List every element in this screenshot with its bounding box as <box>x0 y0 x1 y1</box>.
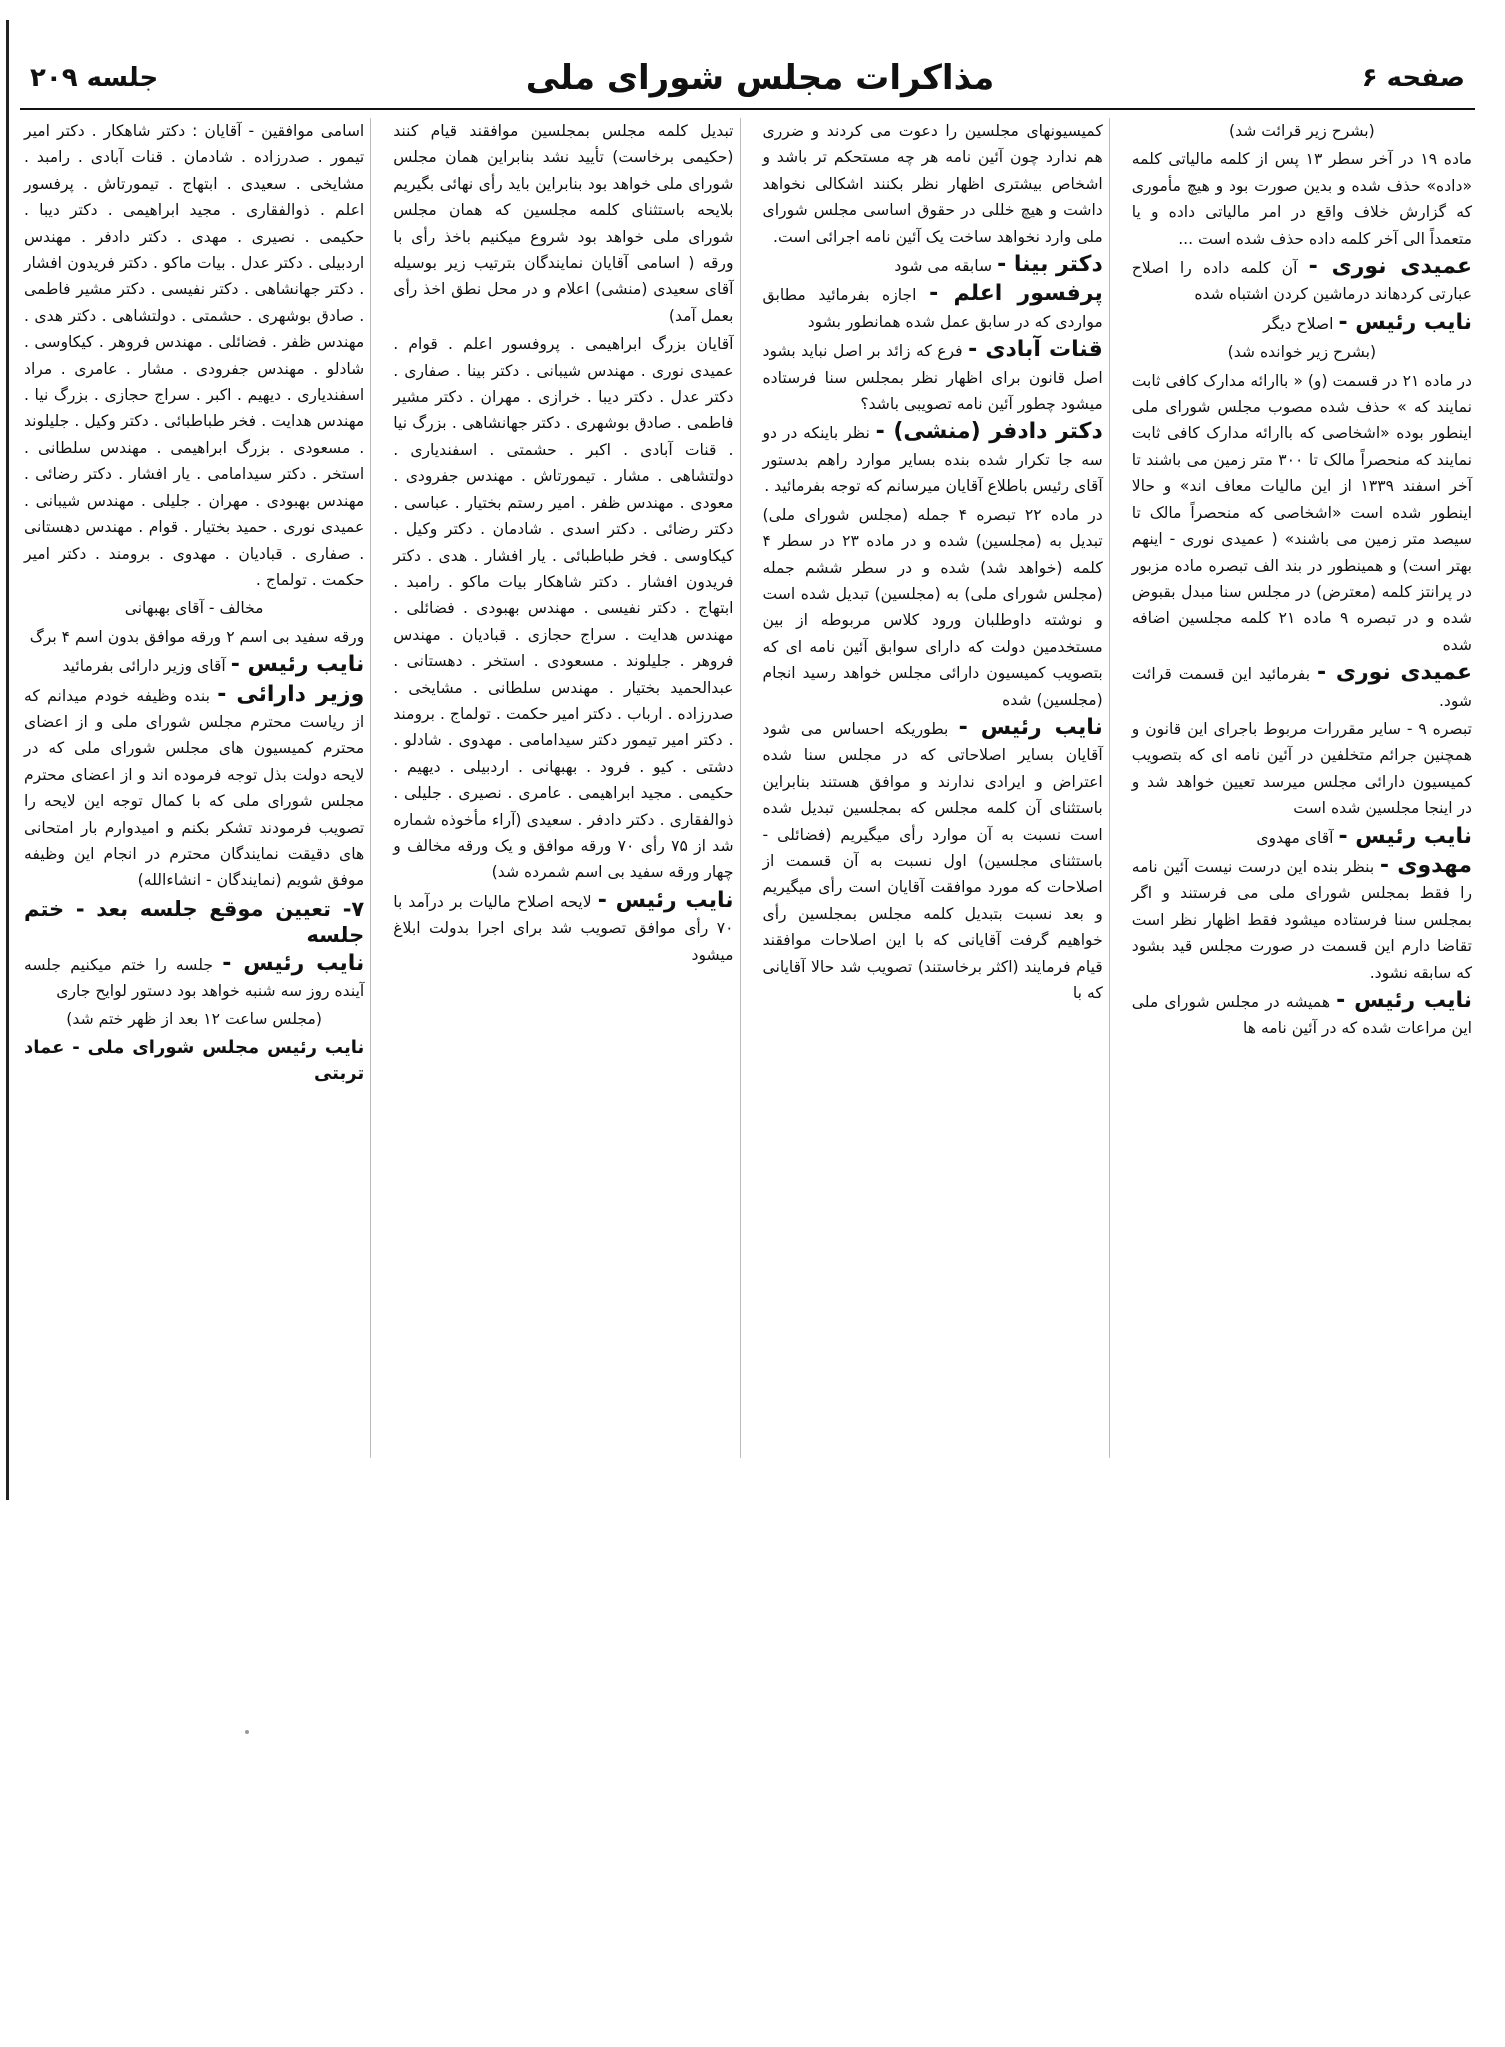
speaker-name: نایب رئیس - <box>597 887 734 913</box>
speech-text: بنظر بنده این درست نیست آئین نامه را فقط بمجلس شورای ملی می فرستند و اگر بمجلس سنا فرستاده میشود فقط اظهار نظر است تقاضا دارم این قسمت در صورت مجلس قید بشود که سابقه نشود. <box>1131 857 1472 982</box>
speech-text: فرع که زائد بر اصل نباید بشود اصل قانون برای اظهار نظر بمجلس سنا فرستاده میشود چطور آئین نامه تصویبی باشد؟ <box>762 342 1103 414</box>
speaker-name: نایب رئیس - <box>1338 309 1472 335</box>
speech-text: همیشه در مجلس شورای ملی این مراعات شده که در آئین نامه ها <box>1131 993 1472 1038</box>
speaker-name: قنات آبادی - <box>968 337 1103 363</box>
body-paragraph: ورقه سفید بی اسم ۲ ورقه موافق بدون اسم ۴ برگ <box>29 627 365 646</box>
speaker-name: نایب رئیس - <box>1338 823 1472 849</box>
column-3 <box>387 118 740 1458</box>
body-paragraph: در ماده ۲۱ در قسمت (و) « باارائه مدارک کافی ثابت نمایند که » حذف شده مصوب مجلس شورای ملی اینطور بوده «اشخاصی که باارائه مدارک کافی ثابت نمایند که منحصراً مالک تا ۳۰۰ متر زمین می باشند تا آخر اسفند ۱۳۳۹ از این مالیات معاف اند» و حالا اینطور شده است «اشخاصی که منحصراً مالک تا سیصد متر زمین می باشند» ( عمیدی نوری - اینهم بهتر است) و همینطور در بند الف تبصره ماده مزبور در پرانتز کلمه (معترض) در مجلس سنا مبدل بقبوض شده و در تبصره ۹ ماده ۲۱ کلمه مجلسین اضافه شده <box>1131 371 1472 654</box>
speech-text: سابقه می شود <box>894 257 998 276</box>
page-number: صفحه ۶ <box>1361 63 1465 93</box>
speech-paragraph <box>24 652 364 679</box>
speaker-name: عمیدی نوری - <box>1317 660 1472 686</box>
speech-paragraph <box>1132 853 1472 986</box>
body-paragraph: ماده ۱۹ در آخر سطر ۱۳ پس از کلمه مالیاتی کلمه «داده» حذف شده و بدین صورت بود و هیچ مأموری که گزارش خلاف واقع در امر مالیاتی داده و یا متعمداً الی آخر کلمه داده حذف شده است ... <box>1131 150 1472 248</box>
speech-text: جلسه را ختم میکنیم جلسه آینده روز سه شنبه خواهد بود دستور لوایح جاری <box>24 955 365 1000</box>
column-4 <box>18 118 371 1458</box>
speech-paragraph <box>1132 660 1472 714</box>
speaker-name: پرفسور اعلم - <box>929 281 1103 307</box>
speaker-name: دکتر بینا - <box>997 252 1103 278</box>
speaker-name: نایب رئیس - <box>1336 988 1473 1013</box>
page-title: مذاکرات مجلس شورای ملی <box>525 58 995 98</box>
body-paragraph: تبصره ۹ - سایر مقررات مربوط باجرای این قانون و همچنین جرائم متخلفین در آئین نامه ای که بتصویب کمیسیون دارائی مجلس میرسد تعیین خواهد شد و در اینجا مجلسین شده است <box>1131 719 1472 818</box>
speech-paragraph <box>763 337 1103 417</box>
speech-text: آقای وزیر دارائی بفرمائید <box>62 657 231 676</box>
session-number: جلسه ۲۰۹ <box>30 63 159 93</box>
speech-text: نظر باینکه در دو سه جا تکرار شده بنده بسایر موارد راهم بدستور آقای رئیس باطلاع آقایان میرسانم که توجه بفرمائید . <box>762 424 1103 496</box>
speech-text: آن کلمه داده را اصلاح عبارتی کردهاند درماشین کردن اشتباه شده <box>1131 259 1472 304</box>
speaker-name: وزیر دارائی - <box>217 681 365 707</box>
speech-paragraph <box>24 682 364 894</box>
column-1 <box>1126 118 1478 1458</box>
speaker-name: مهدوی - <box>1379 852 1472 878</box>
stage-direction: (بشرح زیر خوانده شد) <box>1227 343 1377 362</box>
body-paragraph: تبدیل کلمه مجلس بمجلسین موافقند قیام کنند (حکیمی برخاست) تأیید نشد بنابراین همان مجلس شورای ملی خواهد بود بنابراین باید رأی نهائی بگیریم بلایحه باستثنای کلمه مجلسین که همان مجلس شورای ملی خواهد بود شروع میکنیم باخذ رأی با ورقه ( اسامی آقایان نمایندگان بترتیب زیر بوسیله آقای سعیدی (منشی) اعلام و در محل نطق اخذ رأی بعمل آمد) <box>393 122 734 325</box>
speech-paragraph <box>763 419 1103 499</box>
speech-paragraph <box>393 888 733 968</box>
page-header <box>30 48 1465 108</box>
speaker-name: نایب رئیس - <box>958 714 1103 740</box>
left-border-rule <box>6 20 9 1500</box>
speech-paragraph <box>763 252 1103 279</box>
centered-line: مخالف - آقای بهبهانی <box>124 599 264 618</box>
column-2 <box>757 118 1110 1458</box>
speaker-name: عمیدی نوری - <box>1308 254 1472 280</box>
section-heading: ۷- تعیین موقع جلسه بعد - ختم جلسه <box>24 896 365 948</box>
stage-direction: (مجلس ساعت ۱۲ بعد از ظهر ختم شد) <box>66 1010 322 1029</box>
scan-speck <box>245 1730 249 1734</box>
body-paragraph: کمیسیونهای مجلسین را دعوت می کردند و ضرری هم ندارد چون آئین نامه هر چه مستحکم تر باشد و اشخاص بیشتری اظهار نظر بکنند اشکالی نخواهد داشت و هیچ خللی در حقوق اساسی مجلس شورای ملی وارد نخواهد ساخت یک آئین نامه اجرائی است. <box>762 122 1103 246</box>
speaker-name: نایب رئیس - <box>222 950 365 976</box>
speech-text: اصلاح دیگر <box>1263 314 1339 333</box>
body-paragraph: اسامی موافقین - آقایان : دکتر شاهکار . دکتر امیر تیمور . صدرزاده . شادمان . قنات آبادی . رامبد . مشایخی . سعیدی . ابتهاج . تیمورتاش . پرفسور اعلم . ذوالفقاری . مجید ابراهیمی . دکتر دیبا . حکیمی . نصیری . مهدی . دکتر دادفر . مهندس اردبیلی . دکتر عدل . بیات ماکو . دکتر فریدون افشار . دکتر جهانشاهی . دکتر نفیسی . دکتر مشیر فاطمی . صادق بوشهری . حشمتی . دولتشاهی . دکتر هدی . مهندس ظفر . فضائلی . مهندس فروهر . کیکاوسی . شادلو . مهندس جفرودی . مشار . عامری . مراد اسفندیاری . دیهیم . اکبر . سراج حجازی . بزرگ نیا . مهندس هدایت . فخر طباطبائی . دکتر وکیل . جلیلوند . مسعودی . بزرگ ابراهیمی . مهندس سلطانی . استخر . دکتر سیدامامی . یار افشار . دکتر رضائی . مهندس بهبودی . مهران . جلیلی . مهندس شیبانی . عمیدی نوری . حمید بختیار . قوام . مهندس دهستانی . صفاری . قبادیان . مهدوی . برومند . دکتر امیر حکمت . تولماج . <box>24 122 365 589</box>
speaker-name: نایب رئیس - <box>230 652 365 678</box>
speech-text: بفرمائید این قسمت قرائت شود. <box>1131 665 1472 710</box>
body-paragraph: در ماده ۲۲ تبصره ۴ جمله (مجلس شورای ملی) تبدیل به (مجلسین) شده و در ماده ۲۳ در سطر ۴ کلمه (خواهد شد) شده و در سطر ششم جمله (مجلس شورای ملی) به (مجلسین) تبدیل شده است و نوشته داوطلبان ورود کلاس مربوطه از بین مستخدمین دولت که دارای سوابق آئین نامه ای که بتصویب کمیسیون دارائی مجلس خواهد رسید انجام (مجلسین) شده <box>762 505 1103 709</box>
stage-direction: (بشرح زیر قرائت شد) <box>1229 122 1375 140</box>
speech-text: لایحه اصلاح مالیات بر درآمد با ۷۰ رأی موافق تصویب شد برای اجرا بدولت ابلاغ میشود <box>393 892 734 964</box>
speech-paragraph <box>1132 824 1472 851</box>
speech-paragraph <box>1132 254 1472 308</box>
speech-paragraph <box>1132 310 1472 337</box>
speech-text: آقای مهدوی <box>1256 828 1339 847</box>
speaker-name: دکتر دادفر (منشی) - <box>875 419 1103 445</box>
speech-paragraph <box>763 281 1103 335</box>
speech-text: بطوریکه احساس می شود آقایان بسایر اصلاحاتی که در مجلس سنا شده اعتراض و ایرادی ندارند و موافق هستند بنابراین باستثنای آن کلمه مجلس که بمجلسین تبدیل شده است نسبت به آن موارد رأی میگیریم (فضائلی - باستثنای مجلسین) اول نسبت به آن قسمت از اصلاحات که مورد موافقت آقایان است رأی میگیریم و بعد نسبت بتبدیل کلمه مجلس بمجلسین رأی خواهیم گرفت آقایانی که با این اصلاحات موافقند قیام فرمایند (اکثر برخاستند) تصویب شد حالا آقایانی که با <box>762 719 1103 1002</box>
speech-paragraph <box>1132 988 1472 1042</box>
body-paragraph: آقایان بزرگ ابراهیمی . پروفسور اعلم . قوام . عمیدی نوری . مهندس شیبانی . دکتر بینا . صفاری . دکتر عدل . دکتر دیبا . خرازی . مهران . دکتر مشیر فاطمی . صادق بوشهری . دکتر جهانشاهی . بزرگ نیا . قنات آبادی . اکبر . حشمتی . اسفندیاری . دولتشاهی . مشار . تیمورتاش . مهندس جفرودی . معودی . مهندس ظفر . امیر رستم بختیار . عباسی . دکتر رضائی . دکتر اسدی . شادمان . دکتر وکیل . کیکاوسی . فخر طباطبائی . یار افشار . هدی . دکتر فریدون افشار . دکتر شاهکار بیات ماکو . رامبد . ابتهاج . دکتر نفیسی . مهندس بهبودی . فضائلی . مهندس هدایت . سراج حجازی . قبادیان . مهندس فروهر . جلیلوند . مسعودی . استخر . دهستانی . عبدالحمید بختیار . مهندس سلطانی . مشایخی . صدرزاده . ارباب . دکتر امیر حکمت . تولماج . برومند . دکتر امیر تیمور دکتر سیدامامی . مهدوی . شادلو . دشتی . کیو . فرود . بهبهانی . اردبیلی . دیهیم . حکیمی . مجید ابراهیمی . عامری . نصیری . جلیلی . ذوالفقاری . دکتر دادفر . سعیدی (آراء مأخوذه شماره شد از ۷۵ رأی ۷۰ ورقه موافق و یک ورقه مخالف و چهار ورقه سفید بی اسم شمرده شد) <box>393 335 734 882</box>
text-columns <box>18 118 1478 1458</box>
header-divider <box>20 108 1475 110</box>
speech-paragraph <box>24 951 364 1005</box>
speech-text: بنده وظیفه خودم میدانم که از ریاست محترم مجلس شورای ملی و از اعضای محترم کمیسیون های مجلس شورای ملی که در لایحه دولت بذل توجه فرموده اند و از اعضای محترم مجلس شورای ملی که با کمال توجه این لایحه را تصویب فرمودند تشکر بکنم و امیدوارم بار امتحانی های دقیقت نمایندگان محترم در انجام این وظیفه موفق شویم (نمایندگان - انشاءالله) <box>24 686 365 890</box>
speech-text: اجازه بفرمائید مطابق مواردی که در سابق عمل شده همانطور بشود <box>762 286 1103 331</box>
signature-line: نایب رئیس مجلس شورای ملی - عماد تربتی <box>24 1036 365 1085</box>
speech-paragraph <box>763 715 1103 1006</box>
